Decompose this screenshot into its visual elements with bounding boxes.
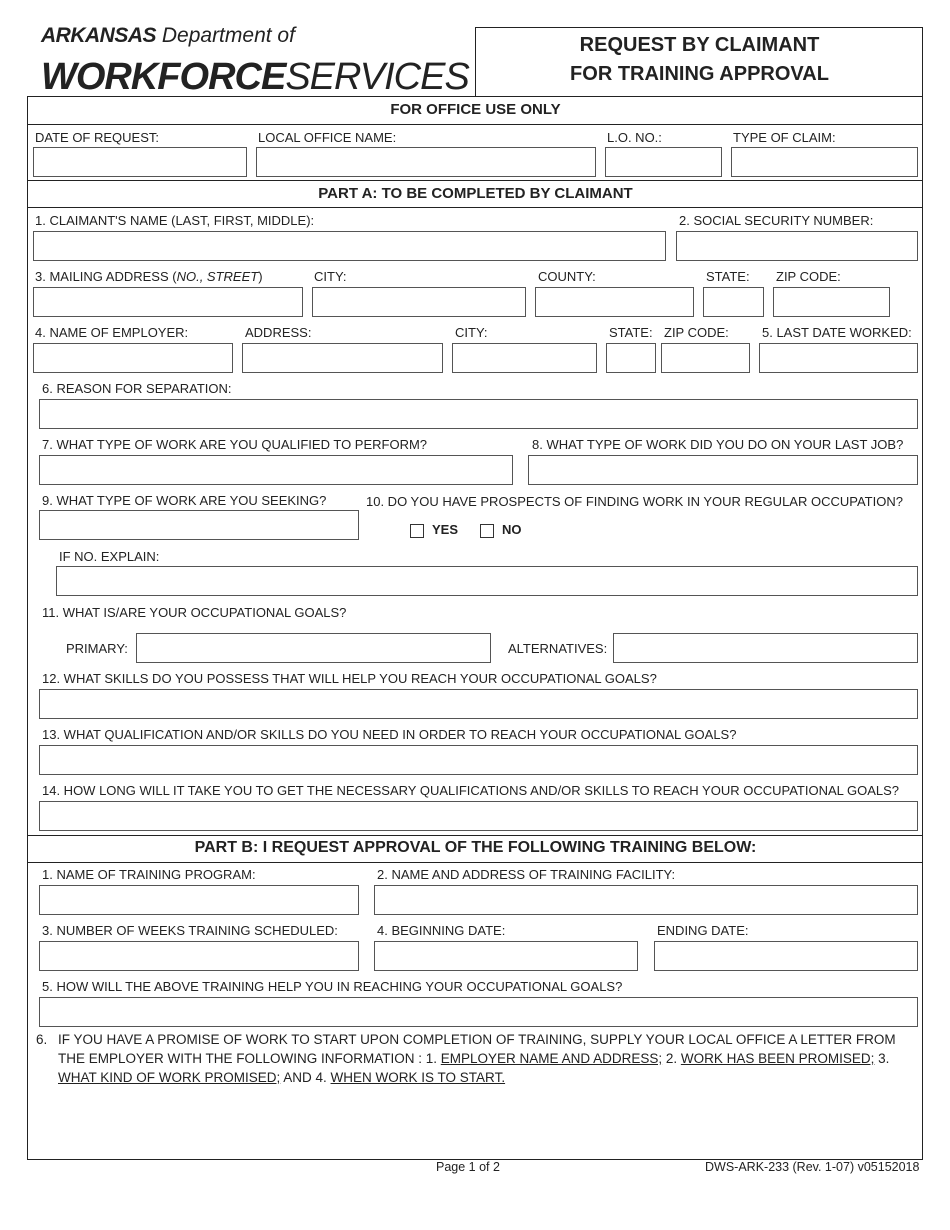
skills-needed-field[interactable]: [39, 745, 918, 775]
mailing-county-label: COUNTY:: [538, 269, 596, 284]
part-b-heading: PART B: I REQUEST APPROVAL OF THE FOLLOWING TRAINING BELOW:: [194, 839, 757, 856]
skills-needed-label: 13. WHAT QUALIFICATION AND/OR SKILLS DO YOU NEED IN ORDER TO REACH YOUR OCCUPATIONAL GOALS?: [42, 727, 737, 742]
ending-date-field[interactable]: [654, 941, 918, 971]
form-id: DWS-ARK-233 (Rev. 1-07) v05152018: [705, 1160, 920, 1174]
qualified-work-field[interactable]: [39, 455, 513, 485]
divider: [28, 180, 922, 181]
page-number: Page 1 of 2: [436, 1160, 500, 1174]
local-office-name-field[interactable]: [256, 147, 596, 177]
time-needed-label: 14. HOW LONG WILL IT TAKE YOU TO GET THE NECESSARY QUALIFICATIONS AND/OR SKILLS TO REACH YOUR OCCUPATIONAL GOALS?: [42, 783, 900, 798]
employer-name-field[interactable]: [33, 343, 233, 373]
training-program-field[interactable]: [39, 885, 359, 915]
type-of-claim-field[interactable]: [731, 147, 918, 177]
instructions-underline-4: WHEN WORK IS TO START.: [330, 1070, 506, 1085]
training-help-field[interactable]: [39, 997, 918, 1027]
prospects-label: 10. DO YOU HAVE PROSPECTS OF FINDING WORK IN YOUR REGULAR OCCUPATION?: [366, 494, 903, 509]
weeks-scheduled-field[interactable]: [39, 941, 359, 971]
claimant-name-field[interactable]: [33, 231, 666, 261]
occupational-goals-label: 11. WHAT IS/ARE YOUR OCCUPATIONAL GOALS?: [42, 605, 347, 620]
no-checkbox[interactable]: [480, 524, 494, 538]
instructions-underline-1: EMPLOYER NAME AND ADDRESS;: [440, 1051, 663, 1066]
type-of-claim-label: TYPE OF CLAIM:: [733, 130, 836, 145]
part-a-heading: PART A: TO BE COMPLETED BY CLAIMANT: [318, 185, 633, 202]
form-title-line2: FOR TRAINING APPROVAL: [570, 63, 829, 85]
logo-arkansas: ARKANSAS: [41, 24, 157, 47]
office-use-heading: FOR OFFICE USE ONLY: [390, 101, 561, 118]
local-office-name-label: LOCAL OFFICE NAME:: [258, 130, 397, 145]
ssn-field[interactable]: [676, 231, 918, 261]
ending-date-label: ENDING DATE:: [657, 923, 749, 938]
beginning-date-label: 4. BEGINNING DATE:: [377, 923, 506, 938]
instructions-part-d: AND 4.: [280, 1070, 331, 1085]
primary-goal-label: PRIMARY:: [66, 641, 128, 656]
seeking-work-label: 9. WHAT TYPE OF WORK ARE YOU SEEKING?: [42, 493, 327, 508]
training-help-label: 5. HOW WILL THE ABOVE TRAINING HELP YOU IN REACHING YOUR OCCUPATIONAL GOALS?: [42, 979, 623, 994]
no-label: NO: [502, 522, 522, 537]
lo-no-field[interactable]: [605, 147, 722, 177]
instructions-underline-2: WORK HAS BEEN PROMISED;: [680, 1051, 875, 1066]
ssn-label: 2. SOCIAL SECURITY NUMBER:: [679, 213, 874, 228]
employer-state-label: STATE:: [609, 325, 653, 340]
last-job-work-label: 8. WHAT TYPE OF WORK DID YOU DO ON YOUR LAST JOB?: [532, 437, 904, 452]
lo-no-label: L.O. NO.:: [607, 130, 662, 145]
employer-address-label: ADDRESS:: [245, 325, 312, 340]
employer-address-field[interactable]: [242, 343, 443, 373]
instructions-part-b: 2.: [662, 1051, 681, 1066]
employer-state-field[interactable]: [606, 343, 656, 373]
agency-logo-line2: [41, 56, 469, 99]
last-date-worked-label: 5. LAST DATE WORKED:: [762, 325, 912, 340]
beginning-date-field[interactable]: [374, 941, 638, 971]
employer-name-label: 4. NAME OF EMPLOYER:: [35, 325, 189, 340]
separation-reason-label: 6. REASON FOR SEPARATION:: [42, 381, 232, 396]
instructions-underline-3: WHAT KIND OF WORK PROMISED;: [58, 1070, 281, 1085]
divider: [28, 862, 922, 863]
mailing-state-field[interactable]: [703, 287, 764, 317]
employer-zip-label: ZIP CODE:: [664, 325, 729, 340]
time-needed-field[interactable]: [39, 801, 918, 831]
training-facility-label: 2. NAME AND ADDRESS OF TRAINING FACILITY:: [377, 867, 676, 882]
training-program-label: 1. NAME OF TRAINING PROGRAM:: [42, 867, 256, 882]
explain-field[interactable]: [56, 566, 918, 596]
instructions-text: [58, 1030, 911, 1087]
alternatives-label: ALTERNATIVES:: [508, 641, 608, 656]
last-date-worked-field[interactable]: [759, 343, 918, 373]
mailing-city-label: CITY:: [314, 269, 347, 284]
yes-checkbox[interactable]: [410, 524, 424, 538]
separation-reason-field[interactable]: [39, 399, 918, 429]
promise-of-work-instructions: [36, 1030, 911, 1087]
mailing-address-suffix: ): [258, 269, 263, 284]
last-job-work-field[interactable]: [528, 455, 918, 485]
agency-logo-line1: [41, 24, 295, 48]
skills-possessed-label: 12. WHAT SKILLS DO YOU POSSESS THAT WILL HELP YOU REACH YOUR OCCUPATIONAL GOALS?: [42, 671, 657, 686]
divider: [28, 835, 922, 836]
training-facility-field[interactable]: [374, 885, 918, 915]
instructions-part-a: IF YOU HAVE A PROMISE OF WORK TO START UPON COMPLETION OF TRAINING, SUPPLY YOUR LOCAL OFFICE A LETTER FROM THE EMPLOYER WITH THE FOLLOWING INFORMATION : 1.: [58, 1032, 896, 1066]
instructions-part-c: 3.: [874, 1051, 890, 1066]
mailing-county-field[interactable]: [535, 287, 694, 317]
date-of-request-field[interactable]: [33, 147, 247, 177]
employer-city-label: CITY:: [455, 325, 488, 340]
yes-label: YES: [432, 522, 459, 537]
logo-services: SERVICES: [285, 56, 469, 98]
mailing-address-italic: NO., STREET: [176, 269, 259, 284]
weeks-scheduled-label: 3. NUMBER OF WEEKS TRAINING SCHEDULED:: [42, 923, 338, 938]
mailing-address-field[interactable]: [33, 287, 303, 317]
divider: [28, 207, 922, 208]
date-of-request-label: DATE OF REQUEST:: [35, 130, 159, 145]
mailing-address-label: [35, 269, 263, 284]
item-number: 6.: [36, 1032, 48, 1047]
claimant-name-label: 1. CLAIMANT'S NAME (LAST, FIRST, MIDDLE):: [35, 213, 315, 228]
mailing-city-field[interactable]: [312, 287, 526, 317]
employer-city-field[interactable]: [452, 343, 597, 373]
qualified-work-label: 7. WHAT TYPE OF WORK ARE YOU QUALIFIED TO PERFORM?: [42, 437, 428, 452]
employer-zip-field[interactable]: [661, 343, 750, 373]
mailing-zip-label: ZIP CODE:: [776, 269, 841, 284]
divider: [28, 124, 922, 125]
logo-workforce: WORKFORCE: [41, 56, 286, 98]
mailing-address-prefix: 3. MAILING ADDRESS (: [35, 269, 177, 284]
alternatives-field[interactable]: [613, 633, 918, 663]
form-title-line1: REQUEST BY CLAIMANT: [579, 34, 820, 56]
mailing-zip-field[interactable]: [773, 287, 890, 317]
logo-department-of: Department of: [161, 24, 295, 47]
primary-goal-field[interactable]: [136, 633, 491, 663]
mailing-state-label: STATE:: [706, 269, 750, 284]
explain-label: IF NO. EXPLAIN:: [59, 549, 160, 564]
seeking-work-field[interactable]: [39, 510, 359, 540]
skills-possessed-field[interactable]: [39, 689, 918, 719]
